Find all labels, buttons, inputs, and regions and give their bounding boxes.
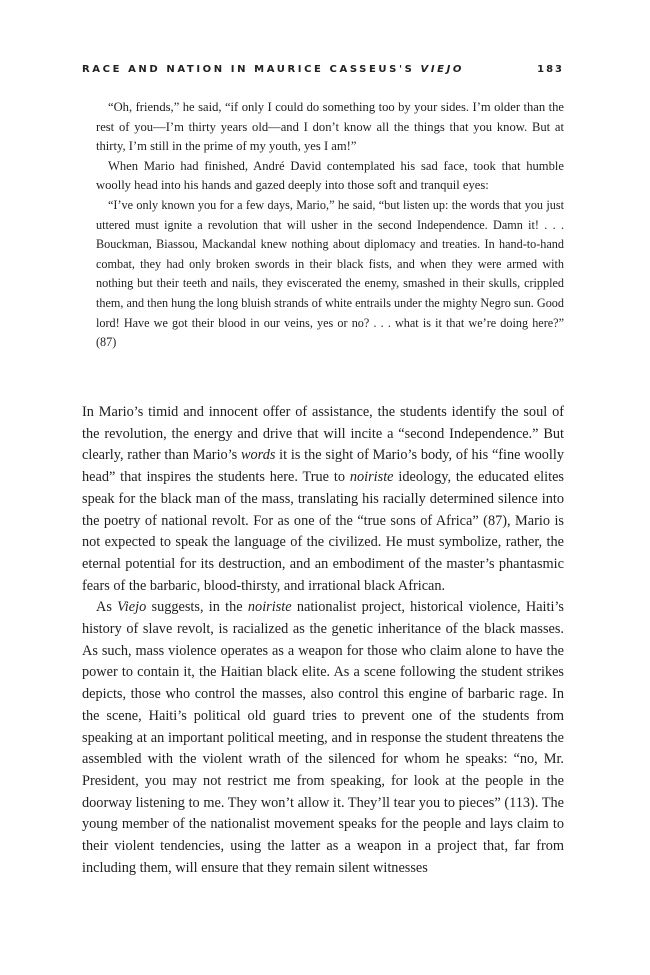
page-number: 183 bbox=[537, 64, 564, 75]
body-text bbox=[82, 402, 564, 879]
running-title-italic: VIEJO bbox=[420, 64, 465, 75]
quote-paragraph-1: “Oh, friends,” he said, “if only I could do something too by your sides. I’m older than the rest of you—I’m thirty years old—and I don’t know all the things that you know. But at thirty, I’m still in the prime of my youth, yes I am!” bbox=[96, 100, 564, 154]
body-paragraph-1: In Mario’s timid and innocent offer of assistance, the students identify the soul of the revolution, the energy and drive that will incite a “second Independence.” But clearly, rather than Mario’s words it is the sight of Mario’s body, of his “fine woolly head” that inspires the students here. True to noiriste ideology, the educated elites speak for the black man of the mass, translating his racially determined silence into the poetry of national revolt. For as one of the “true sons of Africa” (87), Mario is not expected to speak the language of the civilized. He must symbolize, rather, the eternal potential for its destruction, and an embodiment of the master’s phantasmic fears of the barbaric, blood-thirsty, and irrational black African. bbox=[82, 404, 564, 594]
quote-paragraph-2: When Mario had finished, André David contemplated his sad face, took that humble woolly head into his hands and gazed deeply into those soft and tranquil eyes: bbox=[96, 158, 564, 193]
body-paragraph-2: As Viejo suggests, in the noiriste nationalist project, historical violence, Haiti’s history of slave revolt, is racialized as the genetic inheritance of the black masses. As such, mass violence operates as a weapon for those who claim alone to have the power to contain it, the Haitian black elite. As a scene following the student strikes depicts, those who control the masses, also control this engine of barbaric rage. In the scene, Haiti’s political old guard tries to prevent one of the students from speaking at an important political meeting, and in response the student threatens the assembled with the violent wrath of the silenced for whom he speaks: “no, Mr. President, you may not restrict me from speaking, for look at the people in the doorway listening to me. They won’t allow it. They’ll tear you to pieces” (113). The young member of the nationalist movement speaks for the people and lays claim to their violent tendencies, using the latter as a weapon in a project that, far from including them, will ensure that they remain silent witnesses bbox=[82, 599, 564, 876]
block-quote bbox=[96, 98, 564, 353]
quote-paragraph-3: “I’ve only known you for a few days, Mario,” he said, “but listen up: the words that you just uttered must ignite a revolution that will usher in the second Independence. Damn it! . . . Bouckman, Biassou, Mackandal knew nothing about diplomacy and treaties. In hand-to-hand combat, they had only broken swords in their black fists, and when they were armed with nothing but their teeth and nails, they eviscerated the enemy, smashed in their skulls, crippled them, and then hung the long bluish strands of white entrails under the mighty Negro sun. Good lord! Have we got their blood in our veins, yes or no? . . . what is it that we’re doing here?” (87) bbox=[96, 197, 564, 350]
running-title: RACE AND NATION IN MAURICE CASSEUS'S VIEJO bbox=[82, 64, 465, 75]
running-header bbox=[82, 64, 564, 75]
